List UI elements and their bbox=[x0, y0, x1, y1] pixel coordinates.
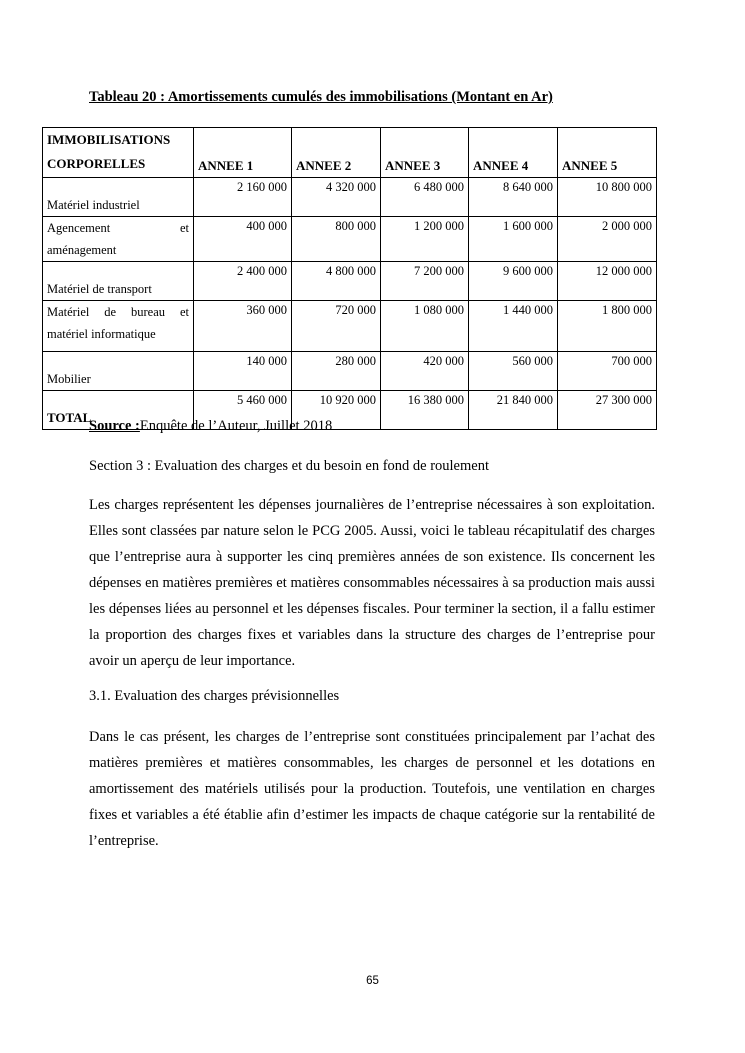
row-label-word: Matériel bbox=[47, 305, 90, 319]
total-cell: 5 460 000 bbox=[194, 391, 292, 430]
table-cell: 10 800 000 bbox=[558, 178, 657, 217]
header-category-cell bbox=[43, 128, 194, 178]
header-year-3: ANNEE 3 bbox=[381, 128, 469, 178]
source-note bbox=[89, 418, 332, 435]
table-row bbox=[43, 178, 657, 217]
total-cell: 10 920 000 bbox=[292, 391, 381, 430]
table-row bbox=[43, 301, 657, 352]
table-cell: 2 160 000 bbox=[194, 178, 292, 217]
table-cell: 700 000 bbox=[558, 352, 657, 391]
section-title: Section 3 : Evaluation des charges et du besoin en fond de roulement bbox=[89, 458, 489, 474]
table-cell: 1 200 000 bbox=[381, 217, 469, 262]
table-cell: 560 000 bbox=[469, 352, 558, 391]
total-cell: 16 380 000 bbox=[381, 391, 469, 430]
subsection-title: 3.1. Evaluation des charges prévisionnelles bbox=[89, 688, 340, 704]
row-label-line2: aménagement bbox=[47, 243, 117, 257]
table-title: Tableau 20 : Amortissements cumulés des immobilisations (Montant en Ar) bbox=[89, 89, 553, 105]
table-cell: 400 000 bbox=[194, 217, 292, 262]
table-cell: 1 600 000 bbox=[469, 217, 558, 262]
row-label-word: Agencement bbox=[47, 221, 111, 235]
row-label-cell bbox=[43, 178, 194, 217]
table-cell: 2 400 000 bbox=[194, 262, 292, 301]
row-label-line1 bbox=[47, 217, 189, 239]
table-cell: 420 000 bbox=[381, 352, 469, 391]
table-cell: 1 080 000 bbox=[381, 301, 469, 352]
source-label: Source : bbox=[89, 418, 140, 434]
table-row bbox=[43, 217, 657, 262]
total-cell: 27 300 000 bbox=[558, 391, 657, 430]
table-cell: 1 800 000 bbox=[558, 301, 657, 352]
table-cell: 140 000 bbox=[194, 352, 292, 391]
header-year-5: ANNEE 5 bbox=[558, 128, 657, 178]
table-row bbox=[43, 352, 657, 391]
table-cell: 8 640 000 bbox=[469, 178, 558, 217]
table-cell: 720 000 bbox=[292, 301, 381, 352]
row-label-word: et bbox=[179, 305, 189, 319]
table-cell: 1 440 000 bbox=[469, 301, 558, 352]
row-label-cell bbox=[43, 262, 194, 301]
row-label: Matériel industriel bbox=[47, 198, 140, 212]
table-cell: 280 000 bbox=[292, 352, 381, 391]
row-label-cell bbox=[43, 217, 194, 262]
table-row bbox=[43, 262, 657, 301]
row-label: Matériel de transport bbox=[47, 282, 152, 296]
page-number: 65 bbox=[366, 975, 379, 987]
row-label: Mobilier bbox=[47, 372, 91, 386]
table-cell: 9 600 000 bbox=[469, 262, 558, 301]
header-label-line2: CORPORELLES bbox=[47, 156, 146, 171]
amortization-table bbox=[42, 127, 657, 430]
total-cell: 21 840 000 bbox=[469, 391, 558, 430]
table-cell: 7 200 000 bbox=[381, 262, 469, 301]
table-cell: 2 000 000 bbox=[558, 217, 657, 262]
header-label-line1: IMMOBILISATIONS bbox=[47, 132, 171, 147]
source-text: Enquête de l’Auteur, Juillet 2018 bbox=[139, 418, 333, 434]
table-header-row bbox=[43, 128, 657, 178]
paragraph-2: Dans le cas présent, les charges de l’entreprise sont constituées principalement par l’achat des matières premières et matières consommables, les charges de personnel et les dotations en amortissement des matériels utilisés pour la production. Toutefois, une ventilation en charges fixes et variables a été établie afin d’estimer les impacts de chaque catégorie sur la rentabilité de l’entreprise. bbox=[89, 729, 655, 849]
row-label-cell bbox=[43, 301, 194, 352]
row-label-word: bureau bbox=[131, 305, 166, 319]
header-year-2: ANNEE 2 bbox=[292, 128, 381, 178]
header-year-1: ANNEE 1 bbox=[194, 128, 292, 178]
table-cell: 4 800 000 bbox=[292, 262, 381, 301]
row-label-word: et bbox=[179, 221, 189, 235]
paragraph-1: Les charges représentent les dépenses journalières de l’entreprise nécessaires à son exploitation. Elles sont classées par nature selon le PCG 2005. Aussi, voici le tableau récapitulatif des charges que l’entreprise aura à supporter les cinq premières années de son existence. Ils concernent les dépenses en matières premières et matières consommables nécessaires à sa production mais aussi les dépenses liées au personnel et les dépenses fiscales. Pour terminer la section, il a fallu estimer la proportion des charges fixes et variables dans la structure des charges de l’entreprise pour avoir un aperçu de leur importance. bbox=[89, 497, 655, 669]
table-cell: 800 000 bbox=[292, 217, 381, 262]
table-cell: 4 320 000 bbox=[292, 178, 381, 217]
row-label-line1 bbox=[47, 301, 189, 323]
table-cell: 12 000 000 bbox=[558, 262, 657, 301]
row-label-line2: matériel informatique bbox=[47, 327, 156, 341]
row-label-cell bbox=[43, 352, 194, 391]
total-label: TOTAL bbox=[47, 410, 92, 425]
header-year-4: ANNEE 4 bbox=[469, 128, 558, 178]
table-cell: 6 480 000 bbox=[381, 178, 469, 217]
row-label-word: de bbox=[104, 305, 117, 319]
table-cell: 360 000 bbox=[194, 301, 292, 352]
